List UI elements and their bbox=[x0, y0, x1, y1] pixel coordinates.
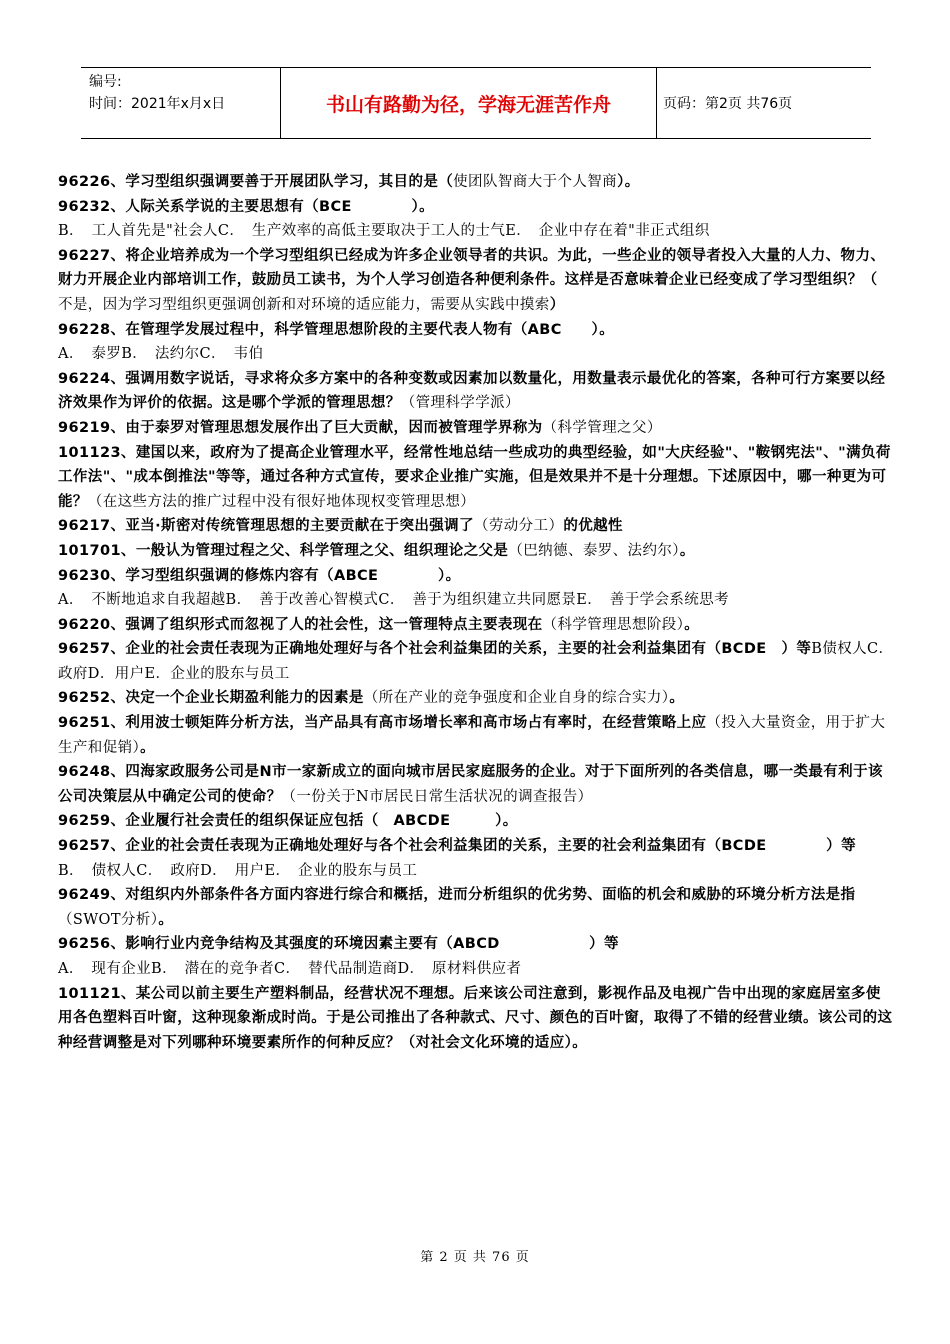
question-text: 96248、四海家政服务公司是N市一家新成立的面向城市居民家庭服务的企业。对于下面所列的各类信息，哪一类最有利于该公司决策层从中确定公司的使命？ bbox=[58, 764, 883, 805]
question-tail: ）。 bbox=[617, 174, 640, 190]
answer-text: （在这些方法的推广过程中没有很好地体现权变管理思想） bbox=[87, 493, 476, 510]
option-line: A． 现有企业B． 潜在的竞争者C． 替代品制造商D． 原材料供应者 bbox=[58, 961, 522, 977]
header-page-info: 页码：第2页 共76页 bbox=[663, 96, 793, 112]
question-item bbox=[58, 883, 894, 932]
answer-text: （投入大量资金，用于扩大生产和促销） bbox=[58, 715, 886, 756]
question-item bbox=[58, 367, 894, 416]
question-item bbox=[58, 809, 894, 834]
question-text: 96219、由于泰罗对管理思想发展作出了巨大贡献，因而被管理学界称为 bbox=[58, 419, 543, 436]
question-text: 96224、强调用数字说话，寻求将众多方案中的各种变数或因素加以数量化，用数量表示最优化的答案，各种可行方案要以经济效果作为评价的依据。这是哪个学派的管理思想？ bbox=[58, 370, 886, 412]
answer-text: 使团队智商大于个人智商 bbox=[453, 174, 618, 190]
answer-text: （SWOT分析） bbox=[58, 911, 159, 928]
question-item bbox=[58, 514, 894, 539]
question-text: 96249、对组织内外部条件各方面内容进行综合和概括，进而分析组织的优劣势、面临的机会和威胁的环境分析方法是指 bbox=[58, 887, 856, 904]
question-text: 96252、决定一个企业长期盈利能力的因素是 bbox=[58, 690, 364, 707]
question-text: 96257、企业的社会责任表现为正确地处理好与各个社会利益集团的关系，主要的社会利益集团有（BCDE ）等 bbox=[58, 838, 856, 855]
answer-text: （科学管理之父） bbox=[542, 419, 662, 436]
answer-text: 不是，因为学习型组织更强调创新和对环境的适应能力，需要从实践中摸索 bbox=[58, 272, 893, 313]
answer-text: （科学管理思想阶段） bbox=[542, 616, 685, 633]
question-item bbox=[58, 564, 894, 589]
question-item bbox=[58, 760, 894, 809]
question-tail: 。 bbox=[679, 542, 695, 559]
header-left-cell bbox=[81, 68, 281, 138]
question-text: 96251、利用波士顿矩阵分析方法，当产品具有高市场增长率和高市场占有率时，在经营策略上应 bbox=[58, 715, 707, 732]
option-line: A． 泰罗B． 法约尔C． 韦伯 bbox=[58, 346, 264, 363]
question-text: 96256、影响行业内竞争结构及其强度的环境因素主要有（ABCD ）等 bbox=[58, 936, 619, 953]
question-item bbox=[58, 711, 894, 760]
question-item bbox=[58, 932, 894, 957]
question-list bbox=[58, 170, 894, 1055]
question-item bbox=[58, 637, 894, 686]
question-tail: 。 bbox=[684, 616, 700, 633]
question-text: 96220、强调了组织形式而忽视了人的社会性，这一管理特点主要表现在 bbox=[58, 616, 543, 633]
question-text: 96232、人际关系学说的主要思想有（BCE ）。 bbox=[58, 198, 434, 215]
answer-text: （巴纳德、泰罗、法约尔） bbox=[508, 542, 680, 559]
question-tail: 。 bbox=[140, 739, 156, 756]
question-tail: ） bbox=[549, 296, 565, 313]
question-text: 96259、企业履行社会责任的组织保证应包括（ ABCDE ）。 bbox=[58, 813, 518, 830]
answer-text: （一份关于N市居民日常生活状况的调查报告） bbox=[281, 788, 593, 805]
question-item bbox=[58, 416, 894, 441]
question-item bbox=[58, 539, 894, 564]
question-item bbox=[58, 686, 894, 711]
answer-text: B债权人C．政府D．用户E．企业的股东与员工 bbox=[58, 641, 894, 682]
question-text: 96228、在管理学发展过程中，科学管理思想阶段的主要代表人物有（ABC ）。 bbox=[58, 321, 615, 338]
answer-text: （管理科学学派） bbox=[400, 395, 520, 412]
header-motto: 书山有路勤为径，学海无涯苦作舟 bbox=[281, 68, 657, 138]
answer-text: （劳动分工） bbox=[473, 518, 564, 535]
question-item bbox=[58, 982, 894, 1056]
question-item bbox=[58, 195, 894, 220]
question-tail: 。 bbox=[669, 690, 685, 707]
question-item bbox=[58, 613, 894, 638]
question-item bbox=[58, 441, 894, 515]
question-item bbox=[58, 170, 894, 195]
question-text: 101121、某公司以前主要生产塑料制品，经营状况不理想。后来该公司注意到，影视作品及电视广告中出现的家庭居室多使用各色塑料百叶窗，这种现象渐成时尚。于是公司推出了各种款式、尺寸、颜色的百叶窗，取得了不错的经营业绩。该公司的这种经营调整是对下列哪种环境要素所作的何种反应？（对社会文化环境的适应）。 bbox=[58, 985, 893, 1051]
question-text: 101123、建国以来，政府为了提高企业管理水平，经常性地总结一些成功的典型经验，如"大庆经验"、"鞍钢宪法"、"满负荷工作法"、"成本倒推法"等等，通过各种方式宣传，要求企业推广实施，但是效果并不是十分理想。下述原因中，哪一种更为可能？ bbox=[58, 444, 891, 510]
number-label: 编号: bbox=[89, 74, 122, 90]
time-label: 时间：2021年x月x日 bbox=[89, 96, 226, 112]
question-text: 96230、学习型组织强调的修炼内容有（ABCE ）。 bbox=[58, 567, 461, 584]
option-line: B． 工人首先是"社会人C． 生产效率的高低主要取决于工人的士气E． 企业中存在着"非正式组织 bbox=[58, 223, 710, 240]
question-text: 96226、学习型组织强调要善于开展团队学习，其目的是（ bbox=[58, 174, 454, 190]
question-text: 96217、亚当·斯密对传统管理思想的主要贡献在于突出强调了 bbox=[58, 518, 474, 535]
question-text: 96227、将企业培养成为一个学习型组织已经成为许多企业领导者的共识。为此，一些企业的领导者投入大量的人力、物力、财力开展企业内部培训工作，鼓励员工读书，为个人学习创造各种便利条件。这样是否意味着企业已经变成了学习型组织？（ bbox=[58, 247, 886, 289]
question-tail: 。 bbox=[158, 911, 174, 928]
page-header bbox=[81, 67, 871, 139]
answer-text: （所在产业的竞争强度和企业自身的综合实力） bbox=[363, 690, 670, 707]
question-item bbox=[58, 244, 894, 318]
question-tail: 的优越性 bbox=[563, 518, 623, 535]
page-footer: 第 2 页 共 76 页 bbox=[420, 1250, 530, 1265]
question-text: 96257、企业的社会责任表现为正确地处理好与各个社会利益集团的关系，主要的社会利益集团有（BCDE ）等 bbox=[58, 641, 812, 658]
question-item bbox=[58, 318, 894, 343]
option-line: A． 不断地追求自我超越B． 善于改善心智模式C． 善于为组织建立共同愿景E． 善于学会系统思考 bbox=[58, 592, 730, 609]
question-item bbox=[58, 834, 894, 859]
question-text: 101701、一般认为管理过程之父、科学管理之父、组织理论之父是 bbox=[58, 542, 509, 559]
option-line: B． 债权人C． 政府D． 用户E． 企业的股东与员工 bbox=[58, 862, 418, 879]
